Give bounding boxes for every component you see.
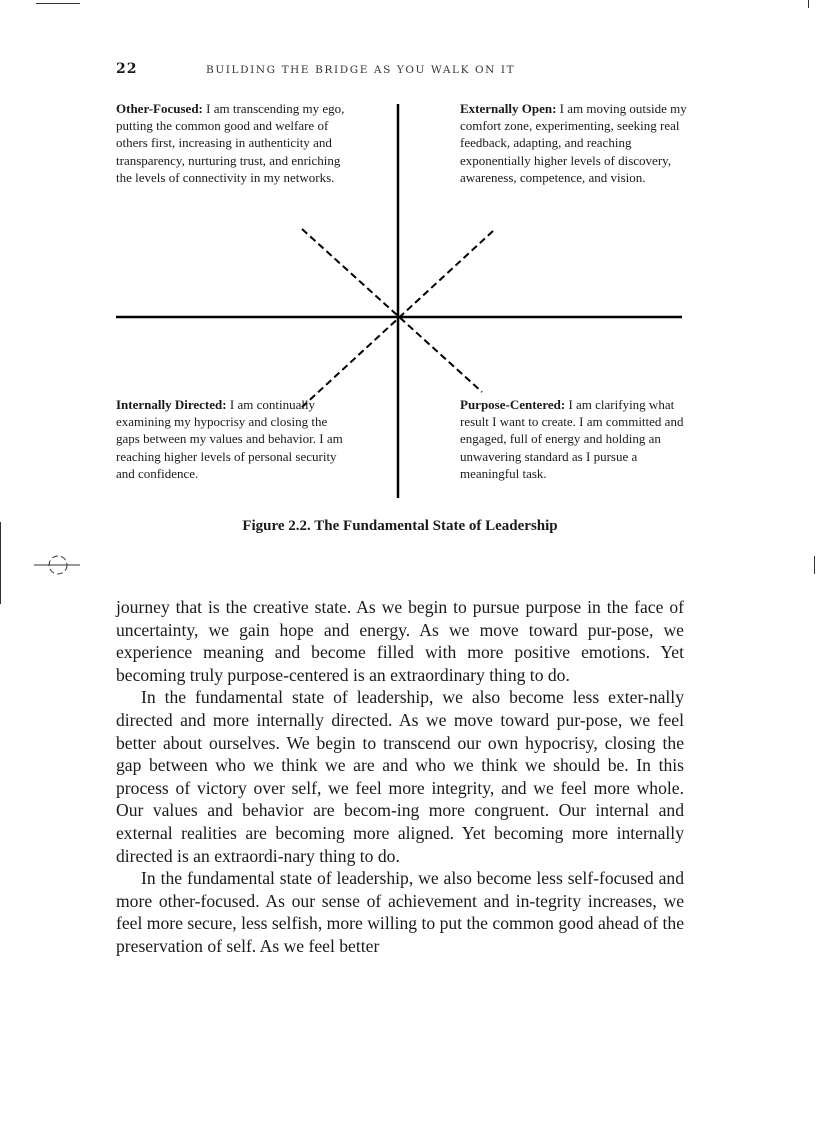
quadrant-internally-directed	[116, 396, 352, 482]
quadrant-heading: Internally Directed:	[116, 397, 227, 412]
page-number: 22	[116, 61, 138, 77]
quadrant-text: I am moving outside my comfort zone, experimenting, seeking real feedback, adapting, and reaching exponentially higher levels of discovery, awareness, competence, and vision.	[460, 101, 687, 185]
paragraph: In the fundamental state of leadership, we also become less exter-nally directed and more internally directed. As we move toward pur-pose, we feel better about ourselves. We begin to transcend our own hypocrisy, closing the gap between who we think we are and who we think we should be. In this process of victory over self, we feel more integrity, and we feel more whole. Our values and behavior are becom-ing more congruent. Our internal and external realities are becoming more aligned. Yet becoming more internally directed is an extraordi-nary thing to do.	[116, 687, 684, 866]
figure-caption: Figure 2.2. The Fundamental State of Leadership	[242, 518, 558, 534]
quadrant-heading: Other-Focused:	[116, 101, 203, 116]
quadrant-text: I am continually examining my hypocrisy and closing the gaps between my values and behavior. I am reaching higher levels of personal security and confidence.	[116, 397, 343, 481]
quadrant-heading: Purpose-Centered:	[460, 397, 566, 412]
figure-fundamental-state	[0, 0, 816, 560]
body-text	[116, 596, 684, 958]
quadrant-other-focused	[116, 100, 352, 186]
running-title: BUILDING THE BRIDGE AS YOU WALK ON IT	[206, 64, 516, 76]
quadrant-externally-open	[460, 100, 692, 186]
quadrant-text: I am transcending my ego, putting the common good and welfare of others first, increasing in authenticity and transparency, nurturing trust, and enriching the levels of connectivity in my networks.	[116, 101, 345, 185]
diagonal-dashed-tl-br	[302, 229, 482, 392]
paragraph: In the fundamental state of leadership, we also become less self-focused and more other-focused. As our sense of achievement and in-tegrity increases, we feel more secure, less selfish, more willing to put the common good ahead of the preservation of self. As we feel better	[116, 868, 684, 956]
quadrant-purpose-centered	[460, 396, 692, 482]
quadrant-heading: Externally Open:	[460, 101, 557, 116]
paragraph: journey that is the creative state. As we begin to pursue purpose in the face of uncertainty, we gain hope and energy. As we move toward pur-pose, we experience meaning and become filled with more positive emotions. Yet becoming truly purpose-centered is an extraordinary thing to do.	[116, 597, 684, 685]
quadrant-text: I am clarifying what result I want to create. I am committed and engaged, full of energy and holding an unwavering standard as I pursue a meaningful task.	[460, 397, 684, 481]
